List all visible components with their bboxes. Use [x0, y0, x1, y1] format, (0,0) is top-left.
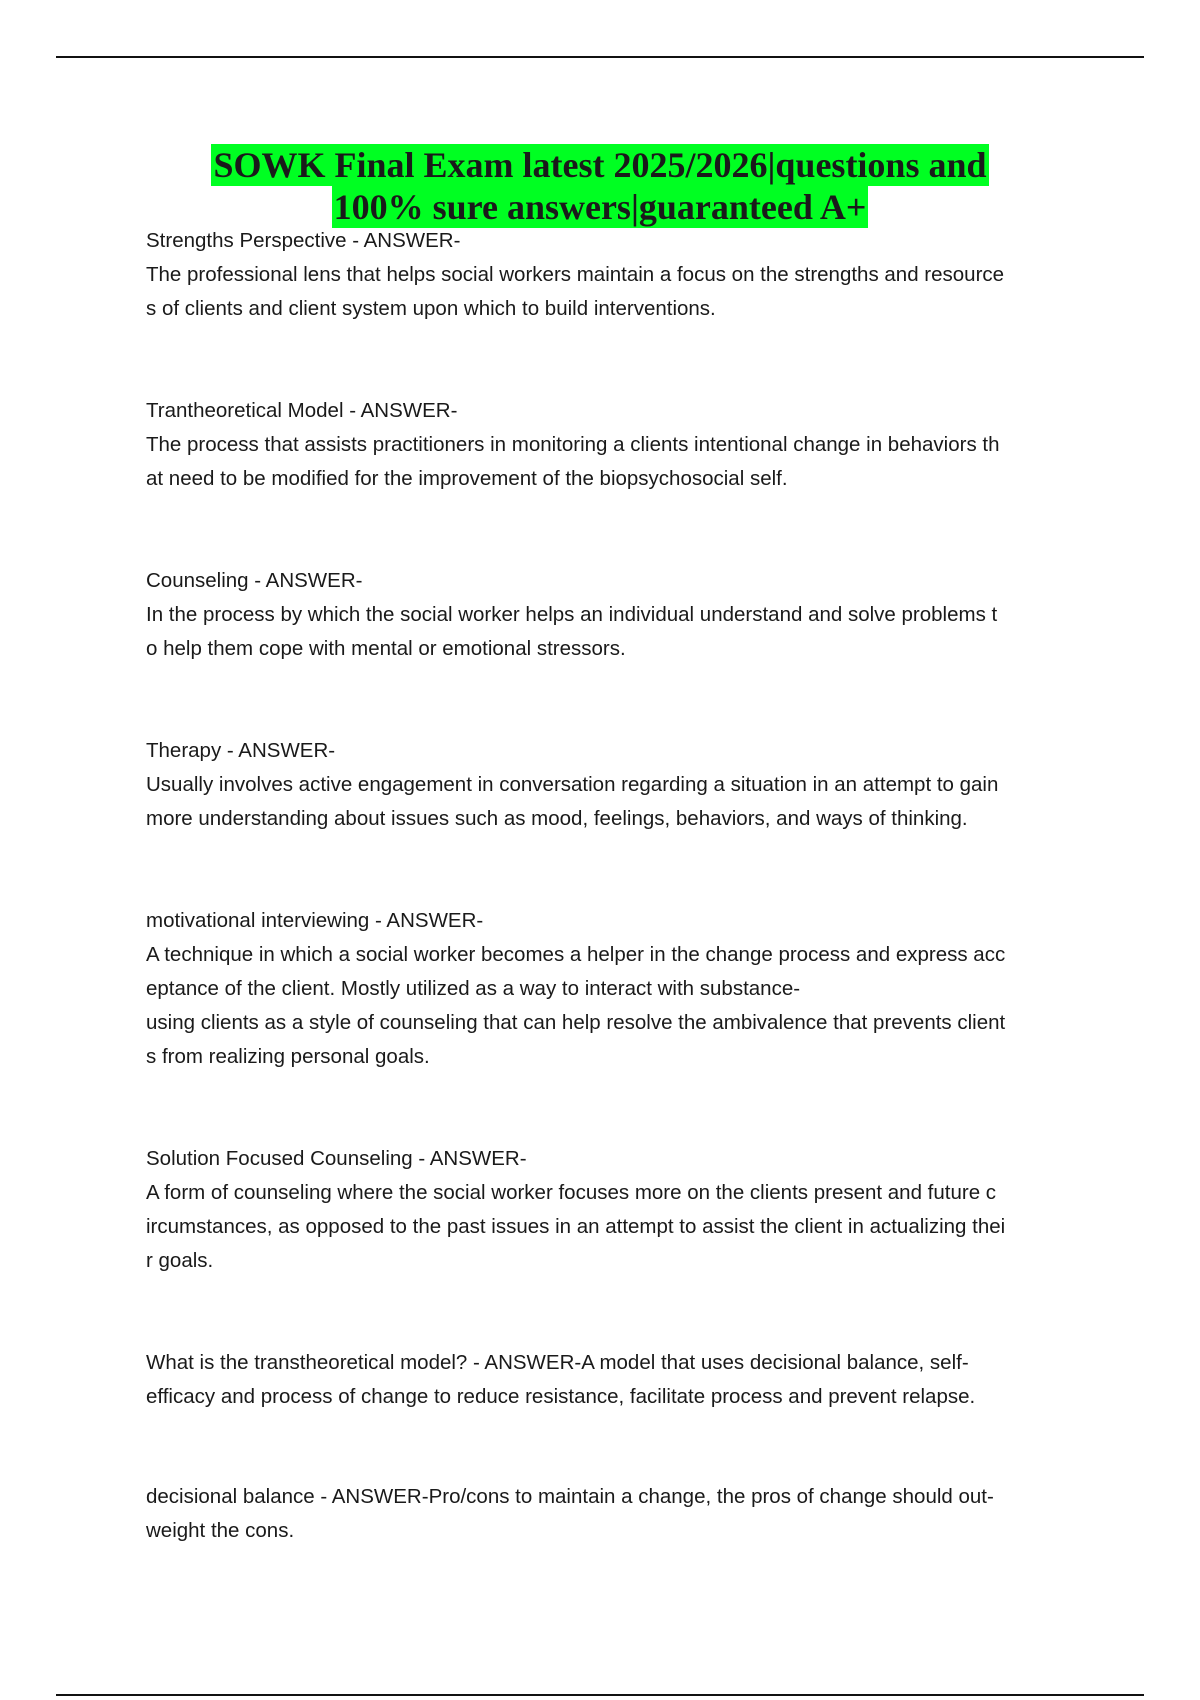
- entry-definition-line: The professional lens that helps social workers maintain a focus on the strengths and resource: [146, 263, 1005, 286]
- entry-definition-line: In the process by which the social worker helps an individual understand and solve problems t: [146, 603, 998, 626]
- bottom-divider: [56, 1694, 1144, 1696]
- qa-entry-trantheoretical-model: [146, 394, 1064, 496]
- entry-term: Therapy - ANSWER-: [146, 739, 336, 762]
- entry-term: Trantheoretical Model - ANSWER-: [146, 399, 458, 422]
- entry-inline-line: efficacy and process of change to reduce resistance, facilitate process and prevent relapse.: [146, 1385, 976, 1408]
- entry-term: Solution Focused Counseling - ANSWER-: [146, 1147, 527, 1170]
- title-line-1: SOWK Final Exam latest 2025/2026|questions and: [213, 145, 987, 185]
- entry-definition-line: s from realizing personal goals.: [146, 1045, 430, 1068]
- entry-definition-line: at need to be modified for the improvement of the biopsychosocial self.: [146, 467, 788, 490]
- entry-term: Counseling - ANSWER-: [146, 569, 363, 592]
- entry-definition-line: more understanding about issues such as mood, feelings, behaviors, and ways of thinking.: [146, 807, 968, 830]
- qa-entry-transtheoretical-question: [146, 1346, 1064, 1414]
- entry-definition-line: eptance of the client. Mostly utilized as a way to interact with substance-: [146, 977, 801, 1000]
- qa-entry-strengths-perspective: [146, 224, 1064, 326]
- entry-definition-line: r goals.: [146, 1249, 214, 1272]
- qa-entry-therapy: [146, 734, 1064, 836]
- entry-definition-line: The process that assists practitioners in monitoring a clients intentional change in behaviors th: [146, 433, 1000, 456]
- entry-definition-line: o help them cope with mental or emotional stressors.: [146, 637, 626, 660]
- title-line-2: 100% sure answers|guaranteed A+: [333, 187, 867, 227]
- entry-definition-line: A technique in which a social worker becomes a helper in the change process and express acc: [146, 943, 1006, 966]
- document-title: [0, 144, 1200, 228]
- entry-inline-line: weight the cons.: [146, 1519, 295, 1542]
- entry-term: motivational interviewing - ANSWER-: [146, 909, 484, 932]
- qa-entry-decisional-balance: [146, 1480, 1064, 1548]
- entry-definition-line: A form of counseling where the social worker focuses more on the clients present and future c: [146, 1181, 997, 1204]
- qa-entry-counseling: [146, 564, 1064, 666]
- entry-definition-line: using clients as a style of counseling that can help resolve the ambivalence that prevents client: [146, 1011, 1006, 1034]
- entry-definition-line: s of clients and client system upon which to build interventions.: [146, 297, 716, 320]
- entry-definition-line: Usually involves active engagement in conversation regarding a situation in an attempt to gain: [146, 773, 999, 796]
- entry-definition-line: ircumstances, as opposed to the past issues in an attempt to assist the client in actualizing thei: [146, 1215, 1006, 1238]
- entry-inline-line: What is the transtheoretical model? - ANSWER-A model that uses decisional balance, self-: [146, 1351, 969, 1374]
- qa-entry-motivational-interviewing: [146, 904, 1064, 1074]
- top-divider: [56, 56, 1144, 58]
- entry-term: Strengths Perspective - ANSWER-: [146, 229, 461, 252]
- qa-list: [146, 224, 1064, 1548]
- entry-inline-line: decisional balance - ANSWER-Pro/cons to maintain a change, the pros of change should out-: [146, 1485, 994, 1508]
- qa-entry-solution-focused-counseling: [146, 1142, 1064, 1278]
